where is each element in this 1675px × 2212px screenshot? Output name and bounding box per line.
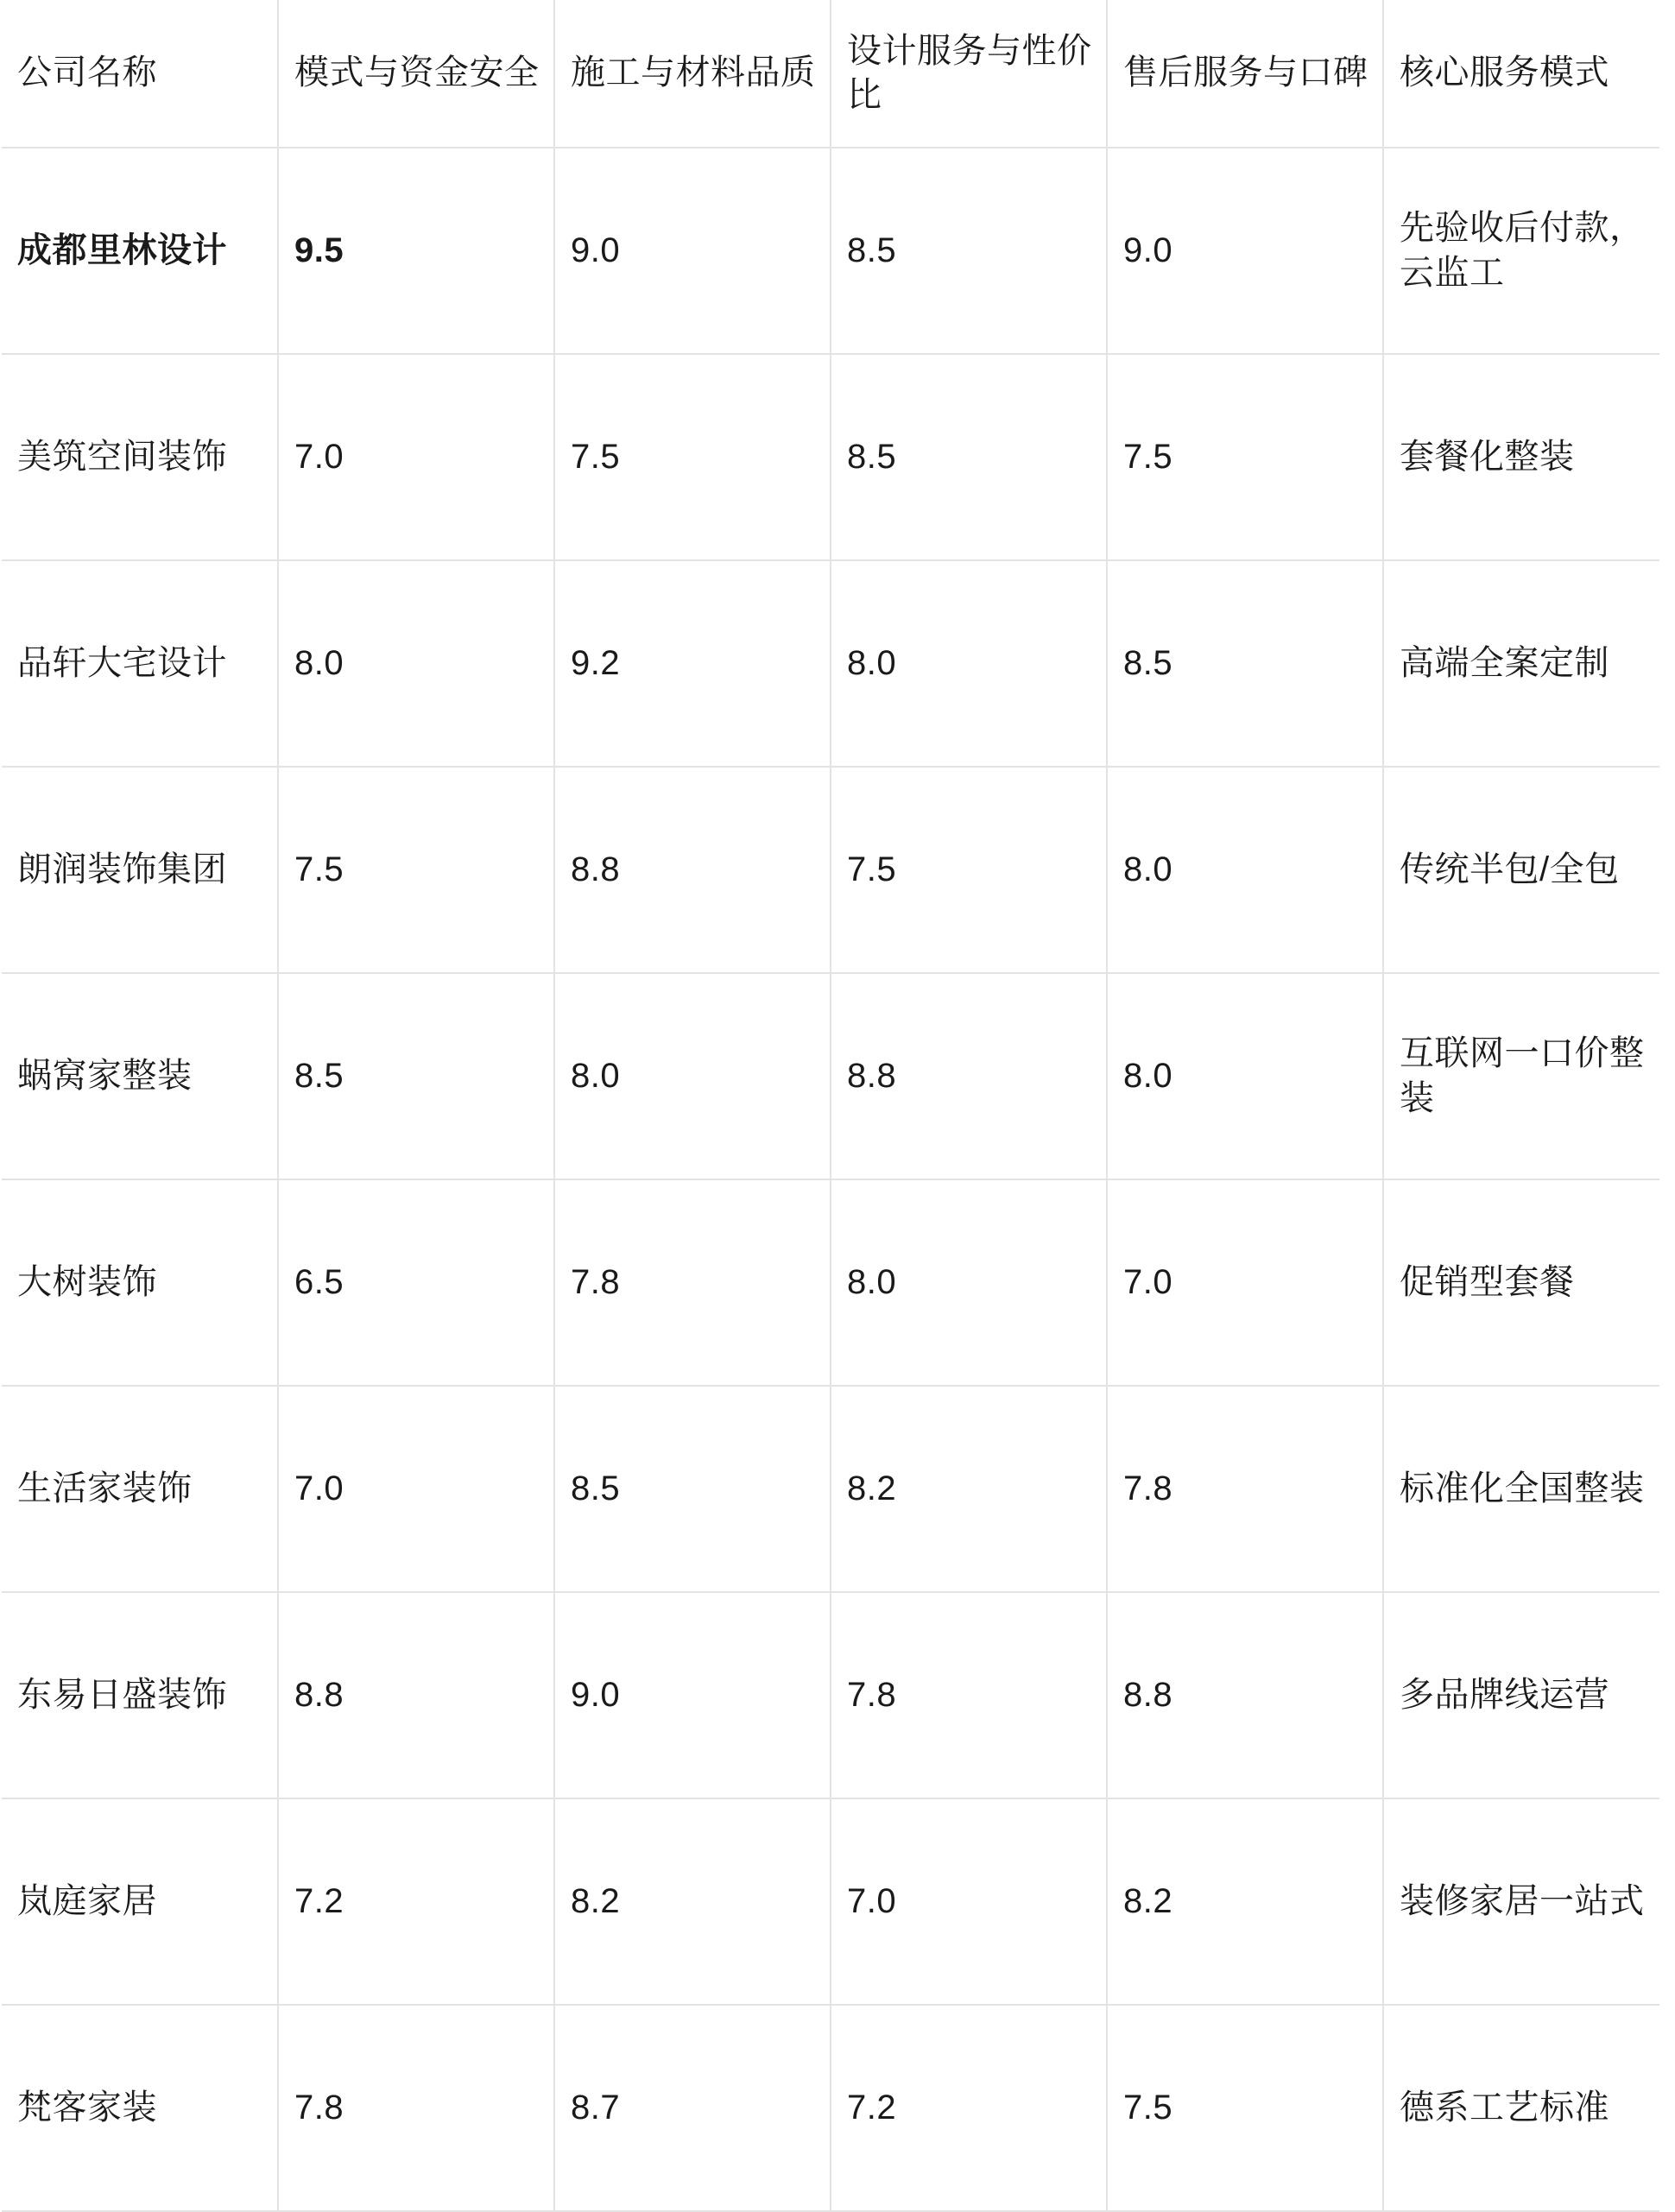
cell-score-2: 8.5	[831, 148, 1107, 354]
table-row	[2, 767, 1659, 973]
table-row	[2, 1179, 1659, 1386]
table-row	[2, 148, 1659, 354]
cell-company-name: 品轩大宅设计	[2, 560, 278, 767]
cell-score-2: 7.0	[831, 1798, 1107, 2005]
cell-score-2: 7.8	[831, 1592, 1107, 1798]
cell-score-1: 8.7	[554, 2005, 831, 2211]
cell-company-name: 蜗窝家整装	[2, 973, 278, 1179]
cell-score-3: 9.0	[1107, 148, 1383, 354]
cell-score-2: 7.2	[831, 2005, 1107, 2211]
table-row	[2, 2005, 1659, 2211]
table-header	[2, 0, 1659, 148]
cell-core-service-model: 促销型套餐	[1383, 1179, 1659, 1386]
cell-score-1: 9.2	[554, 560, 831, 767]
cell-company-name: 岚庭家居	[2, 1798, 278, 2005]
cell-core-service-model: 互联网一口价整装	[1383, 973, 1659, 1179]
cell-score-2: 8.5	[831, 354, 1107, 560]
cell-score-0: 8.8	[278, 1592, 554, 1798]
cell-score-3: 8.0	[1107, 767, 1383, 973]
column-header-design-value: 设计服务与性价比	[831, 0, 1107, 148]
cell-score-3: 7.8	[1107, 1386, 1383, 1592]
column-header-aftersales-reputation: 售后服务与口碑	[1107, 0, 1383, 148]
table-row	[2, 354, 1659, 560]
cell-company-name: 大树装饰	[2, 1179, 278, 1386]
cell-score-1: 9.0	[554, 148, 831, 354]
cell-score-1: 8.8	[554, 767, 831, 973]
cell-company-name: 成都里林设计	[2, 148, 278, 354]
cell-core-service-model: 高端全案定制	[1383, 560, 1659, 767]
table-body	[2, 148, 1659, 2211]
cell-company-name: 朗润装饰集团	[2, 767, 278, 973]
cell-score-2: 8.0	[831, 560, 1107, 767]
cell-score-3: 7.5	[1107, 2005, 1383, 2211]
cell-core-service-model: 装修家居一站式	[1383, 1798, 1659, 2005]
column-header-model-fund-safety: 模式与资金安全	[278, 0, 554, 148]
table-row	[2, 1798, 1659, 2005]
cell-score-3: 8.2	[1107, 1798, 1383, 2005]
cell-score-2: 8.0	[831, 1179, 1107, 1386]
cell-core-service-model: 传统半包/全包	[1383, 767, 1659, 973]
cell-company-name: 美筑空间装饰	[2, 354, 278, 560]
table-row	[2, 973, 1659, 1179]
cell-score-0: 7.2	[278, 1798, 554, 2005]
cell-score-2: 8.8	[831, 973, 1107, 1179]
company-comparison-table	[2, 0, 1659, 2212]
cell-score-0: 7.8	[278, 2005, 554, 2211]
table-row	[2, 560, 1659, 767]
cell-score-0: 7.0	[278, 354, 554, 560]
cell-score-3: 8.8	[1107, 1592, 1383, 1798]
table-row	[2, 1386, 1659, 1592]
cell-core-service-model: 德系工艺标准	[1383, 2005, 1659, 2211]
table-header-row	[2, 0, 1659, 148]
cell-company-name: 东易日盛装饰	[2, 1592, 278, 1798]
cell-score-0: 9.5	[278, 148, 554, 354]
cell-score-1: 7.8	[554, 1179, 831, 1386]
column-header-company-name: 公司名称	[2, 0, 278, 148]
cell-score-0: 7.5	[278, 767, 554, 973]
column-header-core-service-model: 核心服务模式	[1383, 0, 1659, 148]
cell-score-2: 7.5	[831, 767, 1107, 973]
cell-core-service-model: 套餐化整装	[1383, 354, 1659, 560]
cell-score-0: 7.0	[278, 1386, 554, 1592]
cell-core-service-model: 先验收后付款，云监工	[1383, 148, 1659, 354]
cell-score-3: 8.5	[1107, 560, 1383, 767]
cell-score-3: 7.0	[1107, 1179, 1383, 1386]
cell-score-1: 8.5	[554, 1386, 831, 1592]
cell-score-1: 7.5	[554, 354, 831, 560]
cell-score-0: 8.5	[278, 973, 554, 1179]
cell-core-service-model: 多品牌线运营	[1383, 1592, 1659, 1798]
cell-score-3: 7.5	[1107, 354, 1383, 560]
table-row	[2, 1592, 1659, 1798]
cell-company-name: 生活家装饰	[2, 1386, 278, 1592]
cell-score-1: 9.0	[554, 1592, 831, 1798]
cell-company-name: 梵客家装	[2, 2005, 278, 2211]
cell-core-service-model: 标准化全国整装	[1383, 1386, 1659, 1592]
cell-score-0: 8.0	[278, 560, 554, 767]
cell-score-3: 8.0	[1107, 973, 1383, 1179]
cell-score-1: 8.2	[554, 1798, 831, 2005]
cell-score-0: 6.5	[278, 1179, 554, 1386]
cell-score-1: 8.0	[554, 973, 831, 1179]
column-header-construction-material: 施工与材料品质	[554, 0, 831, 148]
cell-score-2: 8.2	[831, 1386, 1107, 1592]
